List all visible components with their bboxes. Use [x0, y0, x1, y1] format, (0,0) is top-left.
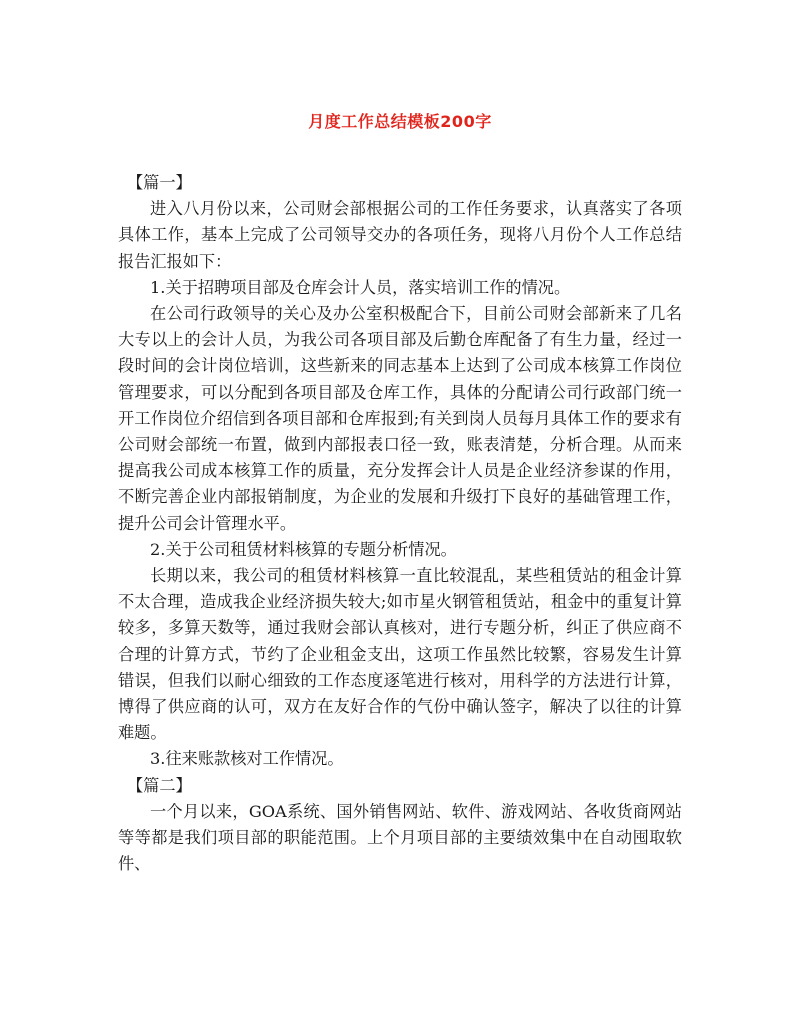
paragraph-item-2-title: 2.关于公司租赁材料核算的专题分析情况。: [150, 539, 457, 559]
paragraph-section-2-body: 一个月以来，GOA系统、国外销售网站、软件、游戏网站、各收货商网站等等都是我们项目部的职能范围。上个月项目部的主要绩效集中在自动囤取软件、: [118, 801, 682, 874]
paragraph-intro: 进入八月份以来，公司财会部根据公司的工作任务要求，认真落实了各项具体工作，基本上完成了公司领导交办的各项任务，现将八月份个人工作总结报告汇报如下：: [118, 199, 682, 271]
paragraph-item-3-title: 3.往来账款核对工作情况。: [150, 749, 344, 769]
paragraph-item-2-body: 长期以来，我公司的租赁材料核算一直比较混乱，某些租赁站的租金计算不太合理，造成我企业经济损失较大;如市星火钢管租赁站，租金中的重复计算较多，多算天数等，通过我财会部认真核对，进行专题分析，纠正了供应商不合理的计算方式，节约了企业租金支出，这项工作虽然比较繁，容易发生计算错误，但我们以耐心细致的工作态度逐笔进行核对，用科学的方法进行计算，博得了供应商的认可，双方在友好合作的气份中确认签字，解决了以往的计算难题。: [118, 566, 682, 743]
document-body: [118, 170, 682, 877]
section-heading-2: 【篇二】: [127, 775, 192, 795]
paragraph-item-1-body: 在公司行政领导的关心及办公室积极配合下，目前公司财会部新来了几名大专以上的会计人员，为我公司各项目部及后勤仓库配备了有生力量，经过一段时间的会计岗位培训，这些新来的同志基本上达到了公司成本核算工作岗位管理要求，可以分配到各项目部及仓库工作，具体的分配请公司行政部门统一开工作岗位介绍信到各项目部和仓库报到;有关到岗人员每月具体工作的要求有公司财会部统一布置，做到内部报表口径一致，账表清楚，分析合理。从而来提高我公司成本核算工作的质量，充分发挥会计人员是企业经济参谋的作用，不断完善企业内部报销制度，为企业的发展和升级打下良好的基础管理工作，提升公司会计管理水平。: [118, 304, 682, 533]
paragraph-item-1-title: 1.关于招聘项目部及仓库会计人员，落实培训工作的情况。: [150, 277, 571, 297]
document-title: 月度工作总结模板200字: [308, 112, 492, 131]
section-heading-1: 【篇一】: [127, 173, 192, 192]
